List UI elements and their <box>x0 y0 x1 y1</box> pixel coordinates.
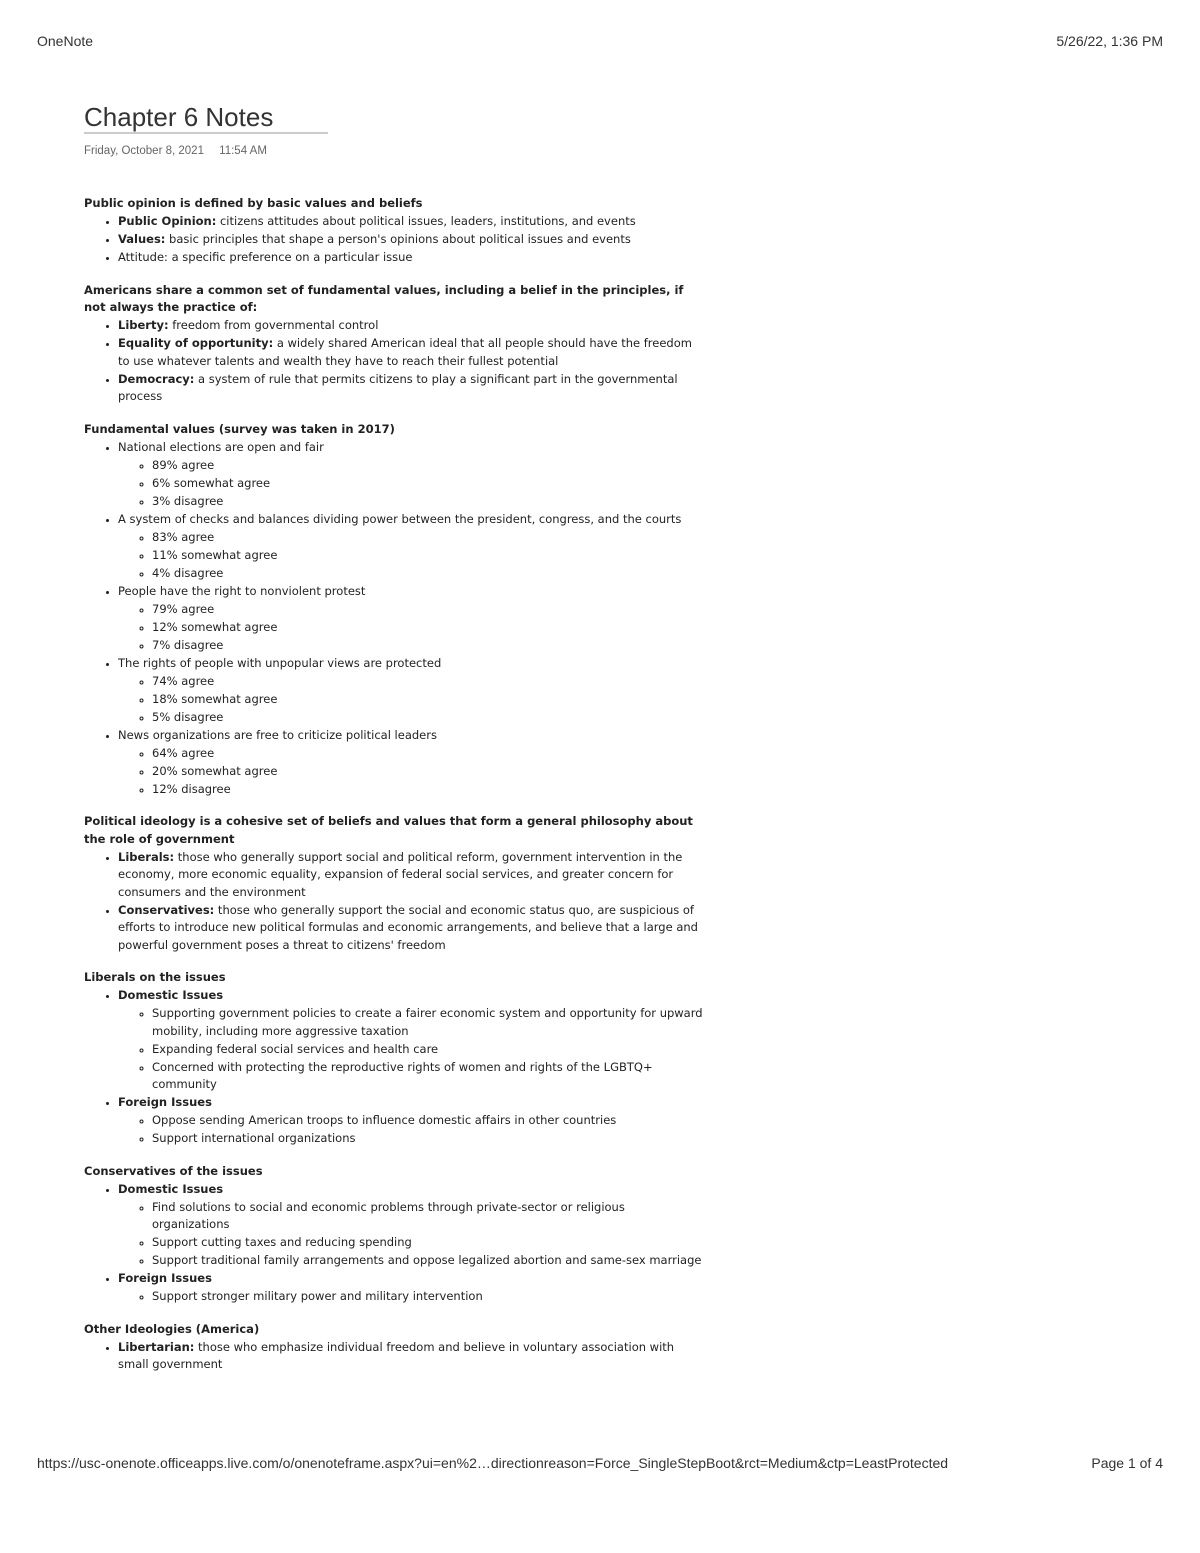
sub-list-item: ◦ 83% agree <box>152 529 704 547</box>
term: Foreign Issues <box>118 1271 212 1285</box>
section-heading: Fundamental values (survey was taken in 2017) <box>84 421 395 436</box>
term: Foreign Issues <box>118 1095 212 1109</box>
title-underline <box>84 132 328 134</box>
survey-statement: People have the right to nonviolent protest <box>118 583 366 598</box>
page-counter: Page 1 of 4 <box>1091 1455 1163 1471</box>
sub-list-item: ◦ 4% disagree <box>152 565 704 583</box>
survey-statement: National elections are open and fair <box>118 439 324 454</box>
sub-list <box>118 1005 704 1094</box>
sub-list-item: ◦ 6% somewhat agree <box>152 475 704 493</box>
section-heading: Americans share a common set of fundamental values, including a belief in the principles, if not always the practice of: <box>84 282 684 314</box>
list-item <box>118 655 704 727</box>
sub-list-item: ◦ Supporting government policies to create a fairer economic system and opportunity for upward mobility, including more aggressive taxation <box>152 1005 704 1040</box>
list-item <box>118 583 704 655</box>
section-heading: Conservatives of the issues <box>84 1163 263 1178</box>
bullet-list <box>84 1181 704 1306</box>
sub-list-item: ◦ Expanding federal social services and health care <box>152 1041 704 1059</box>
list-item <box>118 511 704 583</box>
sub-list-item: ◦ 5% disagree <box>152 709 704 727</box>
sub-list-item: ◦ Support international organizations <box>152 1130 704 1148</box>
sub-list-item: ◦ 12% disagree <box>152 781 704 799</box>
sub-list-item: ◦ 89% agree <box>152 457 704 475</box>
section-heading: Public opinion is defined by basic values and beliefs <box>84 196 423 210</box>
term: Liberals: <box>118 849 175 864</box>
sub-list <box>118 529 704 583</box>
note-section <box>84 421 704 799</box>
definition: those who emphasize individual freedom and believe in voluntary association with small government <box>118 1339 675 1371</box>
list-item <box>118 213 704 231</box>
term: Domestic Issues <box>118 988 224 1002</box>
sub-list-item: ◦ Support stronger military power and military intervention <box>152 1288 704 1306</box>
term: Domestic Issues <box>118 1181 224 1196</box>
term: Public Opinion: <box>118 214 217 228</box>
bullet-list <box>84 849 704 955</box>
note-section <box>84 969 704 1148</box>
page-url: https://usc-onenote.officeapps.live.com/o/onenoteframe.aspx?ui=en%2…directionreason=Force_SingleStepBoot&rct=Medium&ctp=LeastProtected <box>37 1455 949 1471</box>
sub-list-item: ◦ 79% agree <box>152 601 704 619</box>
list-item <box>118 727 704 799</box>
print-footer <box>37 1455 1163 1475</box>
list-item <box>118 1181 704 1270</box>
list-item <box>118 849 704 902</box>
sub-list-item: ◦ 20% somewhat agree <box>152 763 704 781</box>
definition: a system of rule that permits citizens to play a significant part in the governmental process <box>118 371 678 403</box>
definition: those who generally support the social and economic status quo, are suspicious of efforts to introduce new political formulas and economic arrangements, and believe that a large and powerful government poses a threat to citizens' freedom <box>118 902 698 952</box>
page-date <box>84 145 267 157</box>
sub-list-item: ◦ 11% somewhat agree <box>152 547 704 565</box>
sub-list-item: ◦ Oppose sending American troops to influence domestic affairs in other countries <box>152 1112 704 1130</box>
sub-list-item: ◦ Support cutting taxes and reducing spending <box>152 1234 704 1252</box>
bullet-list <box>84 439 704 799</box>
term: Democracy: <box>118 371 195 386</box>
definition: a widely shared American ideal that all people should have the freedom to use whatever talents and wealth they have to reach their fullest potential <box>118 336 692 368</box>
sub-list-item: ◦ 64% agree <box>152 745 704 763</box>
list-item <box>118 335 704 370</box>
sub-list <box>118 1288 704 1306</box>
sub-list-item: ◦ Find solutions to social and economic problems through private-sector or religious organizations <box>152 1199 704 1234</box>
list-item <box>118 1094 704 1148</box>
list-item <box>118 902 704 955</box>
definition: citizens attitudes about political issues, leaders, institutions, and events <box>216 214 636 228</box>
list-item <box>118 439 704 511</box>
bullet-list <box>84 317 704 406</box>
sub-list <box>118 457 704 511</box>
survey-statement: A system of checks and balances dividing power between the president, congress, and the courts <box>118 511 682 526</box>
definition: freedom from governmental control <box>168 318 379 332</box>
section-heading: Other Ideologies (America) <box>84 1321 260 1336</box>
app-name: OneNote <box>37 33 94 49</box>
note-section <box>84 195 704 267</box>
section-heading: Political ideology is a cohesive set of beliefs and values that form a general philosophy about the role of government <box>84 814 693 846</box>
note-section <box>84 1163 704 1306</box>
page-date-time: 11:54 AM <box>219 145 267 157</box>
note-section <box>84 1321 704 1374</box>
list-item <box>118 1339 704 1374</box>
print-header <box>37 33 1163 53</box>
sub-list <box>118 673 704 727</box>
bullet-list <box>84 1339 704 1374</box>
sub-list-item: ◦ 7% disagree <box>152 637 704 655</box>
term: Conservatives: <box>118 902 215 917</box>
definition: those who generally support social and political reform, government intervention in the economy, more economic equality, expansion of federal social services, and greater concern for consumers and the environment <box>118 849 683 899</box>
survey-statement: News organizations are free to criticize political leaders <box>118 727 437 742</box>
term: Equality of opportunity: <box>118 336 274 350</box>
sub-list <box>118 1112 704 1148</box>
survey-statement: The rights of people with unpopular views are protected <box>118 655 442 670</box>
page-date-day: Friday, October 8, 2021 <box>84 145 204 157</box>
sub-list-item: ◦ 18% somewhat agree <box>152 691 704 709</box>
sub-list-item: ◦ 74% agree <box>152 673 704 691</box>
list-item <box>118 249 704 267</box>
sub-list-item: ◦ Concerned with protecting the reproductive rights of women and rights of the LGBTQ+ community <box>152 1059 704 1094</box>
list-item <box>118 1270 704 1306</box>
sub-list <box>118 1199 704 1270</box>
bullet-list <box>84 213 704 267</box>
printed-timestamp: 5/26/22, 1:36 PM <box>1056 33 1163 49</box>
note-content <box>84 195 704 1389</box>
sub-list <box>118 745 704 799</box>
note-section <box>84 813 704 954</box>
list-item <box>118 371 704 406</box>
sub-list <box>118 601 704 655</box>
term: Liberty: <box>118 318 169 332</box>
term: Libertarian: <box>118 1339 195 1354</box>
section-heading: Liberals on the issues <box>84 970 226 984</box>
list-item <box>118 231 704 249</box>
definition: basic principles that shape a person's opinions about political issues and events <box>165 232 631 246</box>
list-item <box>118 987 704 1094</box>
page-title: Chapter 6 Notes <box>84 102 274 132</box>
sub-list-item: ◦ 12% somewhat agree <box>152 619 704 637</box>
definition: Attitude: a specific preference on a particular issue <box>118 250 413 264</box>
note-section <box>84 282 704 406</box>
bullet-list <box>84 987 704 1148</box>
term: Values: <box>118 232 166 246</box>
sub-list-item: ◦ 3% disagree <box>152 493 704 511</box>
list-item <box>118 317 704 335</box>
sub-list-item: ◦ Support traditional family arrangements and oppose legalized abortion and same-sex marriage <box>152 1252 704 1270</box>
